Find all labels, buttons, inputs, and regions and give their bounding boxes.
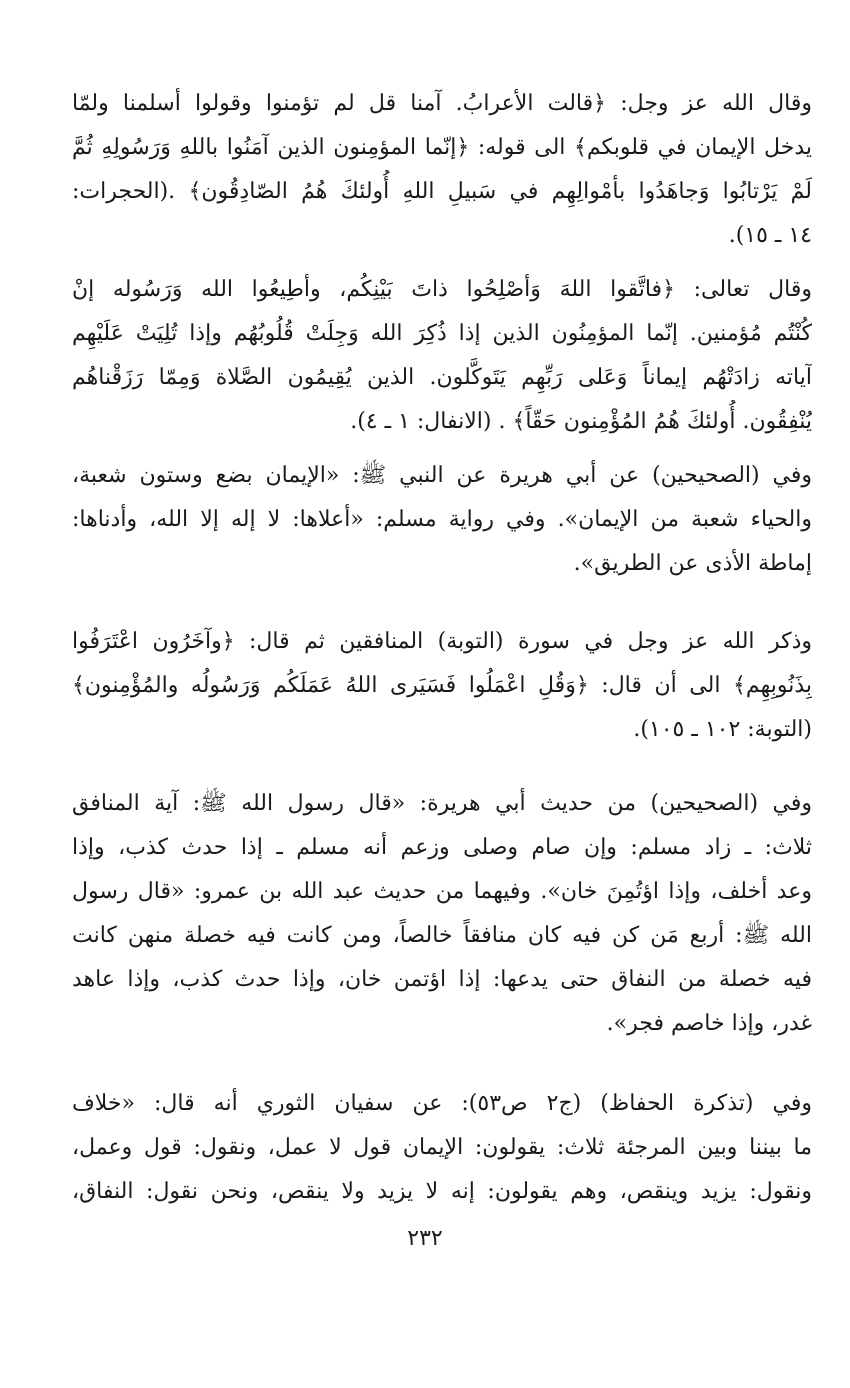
text-line: ١٤ ـ ١٥). xyxy=(728,223,812,248)
text-line: (التوبة: ١٠٢ ـ ١٠٥). xyxy=(633,717,812,742)
text-line: كُنْتُم مُؤمنين. إنّما المؤمِنُون الذين إذا ذُكِرَ الله وَجِلَتْ قُلُوبُهُم وإذا تُلِيَتْ عَلَيْهِم xyxy=(72,321,812,346)
text-line: يُنْفِقُون. أُولئكَ هُمُ المُؤْمِنون حَقّاً﴾ . (الانفال: ١ ـ ٤). xyxy=(350,409,812,434)
text-line: وفي (تذكرة الحفاظ) (ج٢ ص٥٣): عن سفيان الثوري أنه قال: «خلاف xyxy=(72,1091,812,1116)
text-line: وفي (الصحيحين) عن أبي هريرة عن النبي ﷺ: «الإيمان بضع وستون شعبة، xyxy=(72,463,812,488)
paragraph-1 xyxy=(72,82,812,258)
paragraph-5 xyxy=(72,782,812,1046)
text-line: وقال تعالى: ﴿فاتَّقوا اللهَ وَأصْلِحُوا ذاتَ بَيْنِكُم، وأطِيعُوا الله وَرَسُوله إنْ xyxy=(72,277,812,302)
text-line: الله ﷺ: أربع مَن كن فيه كان منافقاً خالصاً، ومن كانت فيه خصلة منهن كانت xyxy=(72,923,812,948)
text-line: والحياء شعبة من الإيمان». وفي رواية مسلم: «أعلاها: لا إله إلا الله، وأدناها: xyxy=(72,507,812,532)
text-line: يدخل الإيمان في قلوبكم﴾ الى قوله: ﴿إنّما المؤمِنون الذين آمَنُوا باللهِ وَرَسُولِهِ ثُمَّ xyxy=(72,135,812,160)
paragraph-6 xyxy=(72,1082,812,1214)
paragraph-2 xyxy=(72,268,812,444)
page-number: ٢٣٢ xyxy=(407,1226,443,1251)
text-line: وفي (الصحيحين) من حديث أبي هريرة: «قال رسول الله ﷺ: آية المنافق xyxy=(72,791,812,816)
text-line: لَمْ يَرْتابُوا وَجاهَدُوا بأمْوالِهِم في سَبيلِ اللهِ أُولئكَ هُمُ الصّادِقُون﴾ .(الحجرات: xyxy=(72,179,812,204)
text-line: ما بيننا وبين المرجئة ثلاث: يقولون: الإيمان قول لا عمل، ونقول: قول وعمل، xyxy=(72,1135,812,1160)
paragraph-3 xyxy=(72,454,812,586)
text-line: بِذَنُوبِهِم﴾ الى أن قال: ﴿وَقُلِ اعْمَلُوا فَسَيَرى اللهُ عَمَلَكُم وَرَسُولُه والمُؤْمِنون﴾ xyxy=(72,673,812,698)
text-line: ثلاث: ـ زاد مسلم: وإن صام وصلى وزعم أنه مسلم ـ إذا حدث كذب، وإذا xyxy=(72,835,812,860)
paragraph-4 xyxy=(72,620,812,752)
text-line: وعد أخلف، وإذا اؤتُمِنَ خان». وفيهما من حديث عبد الله بن عمرو: «قال رسول xyxy=(72,879,812,904)
text-line: وقال الله عز وجل: ﴿قالت الأعرابُ. آمنا قل لم تؤمنوا وقولوا أسلمنا ولمّا xyxy=(72,91,812,116)
text-line: فيه خصلة من النفاق حتى يدعها: إذا اؤتمن خان، وإذا حدث كذب، وإذا عاهد xyxy=(72,967,812,992)
text-line: إماطة الأذى عن الطريق». xyxy=(573,551,812,576)
text-line: وذكر الله عز وجل في سورة (التوبة) المنافقين ثم قال: ﴿وآخَرُون اعْتَرَفُوا xyxy=(72,629,812,654)
text-line: آياته زادَتْهُم إيماناً وَعَلى رَبِّهِم يَتَوكَّلون. الذين يُقِيمُون الصَّلاة وَمِمّا رَزَقْناهُم xyxy=(72,365,812,390)
text-line: ونقول: يزيد وينقص، وهم يقولون: إنه لا يزيد ولا ينقص، ونحن نقول: النفاق، xyxy=(72,1179,812,1204)
text-line: غدر، وإذا خاصم فجر». xyxy=(606,1011,812,1036)
